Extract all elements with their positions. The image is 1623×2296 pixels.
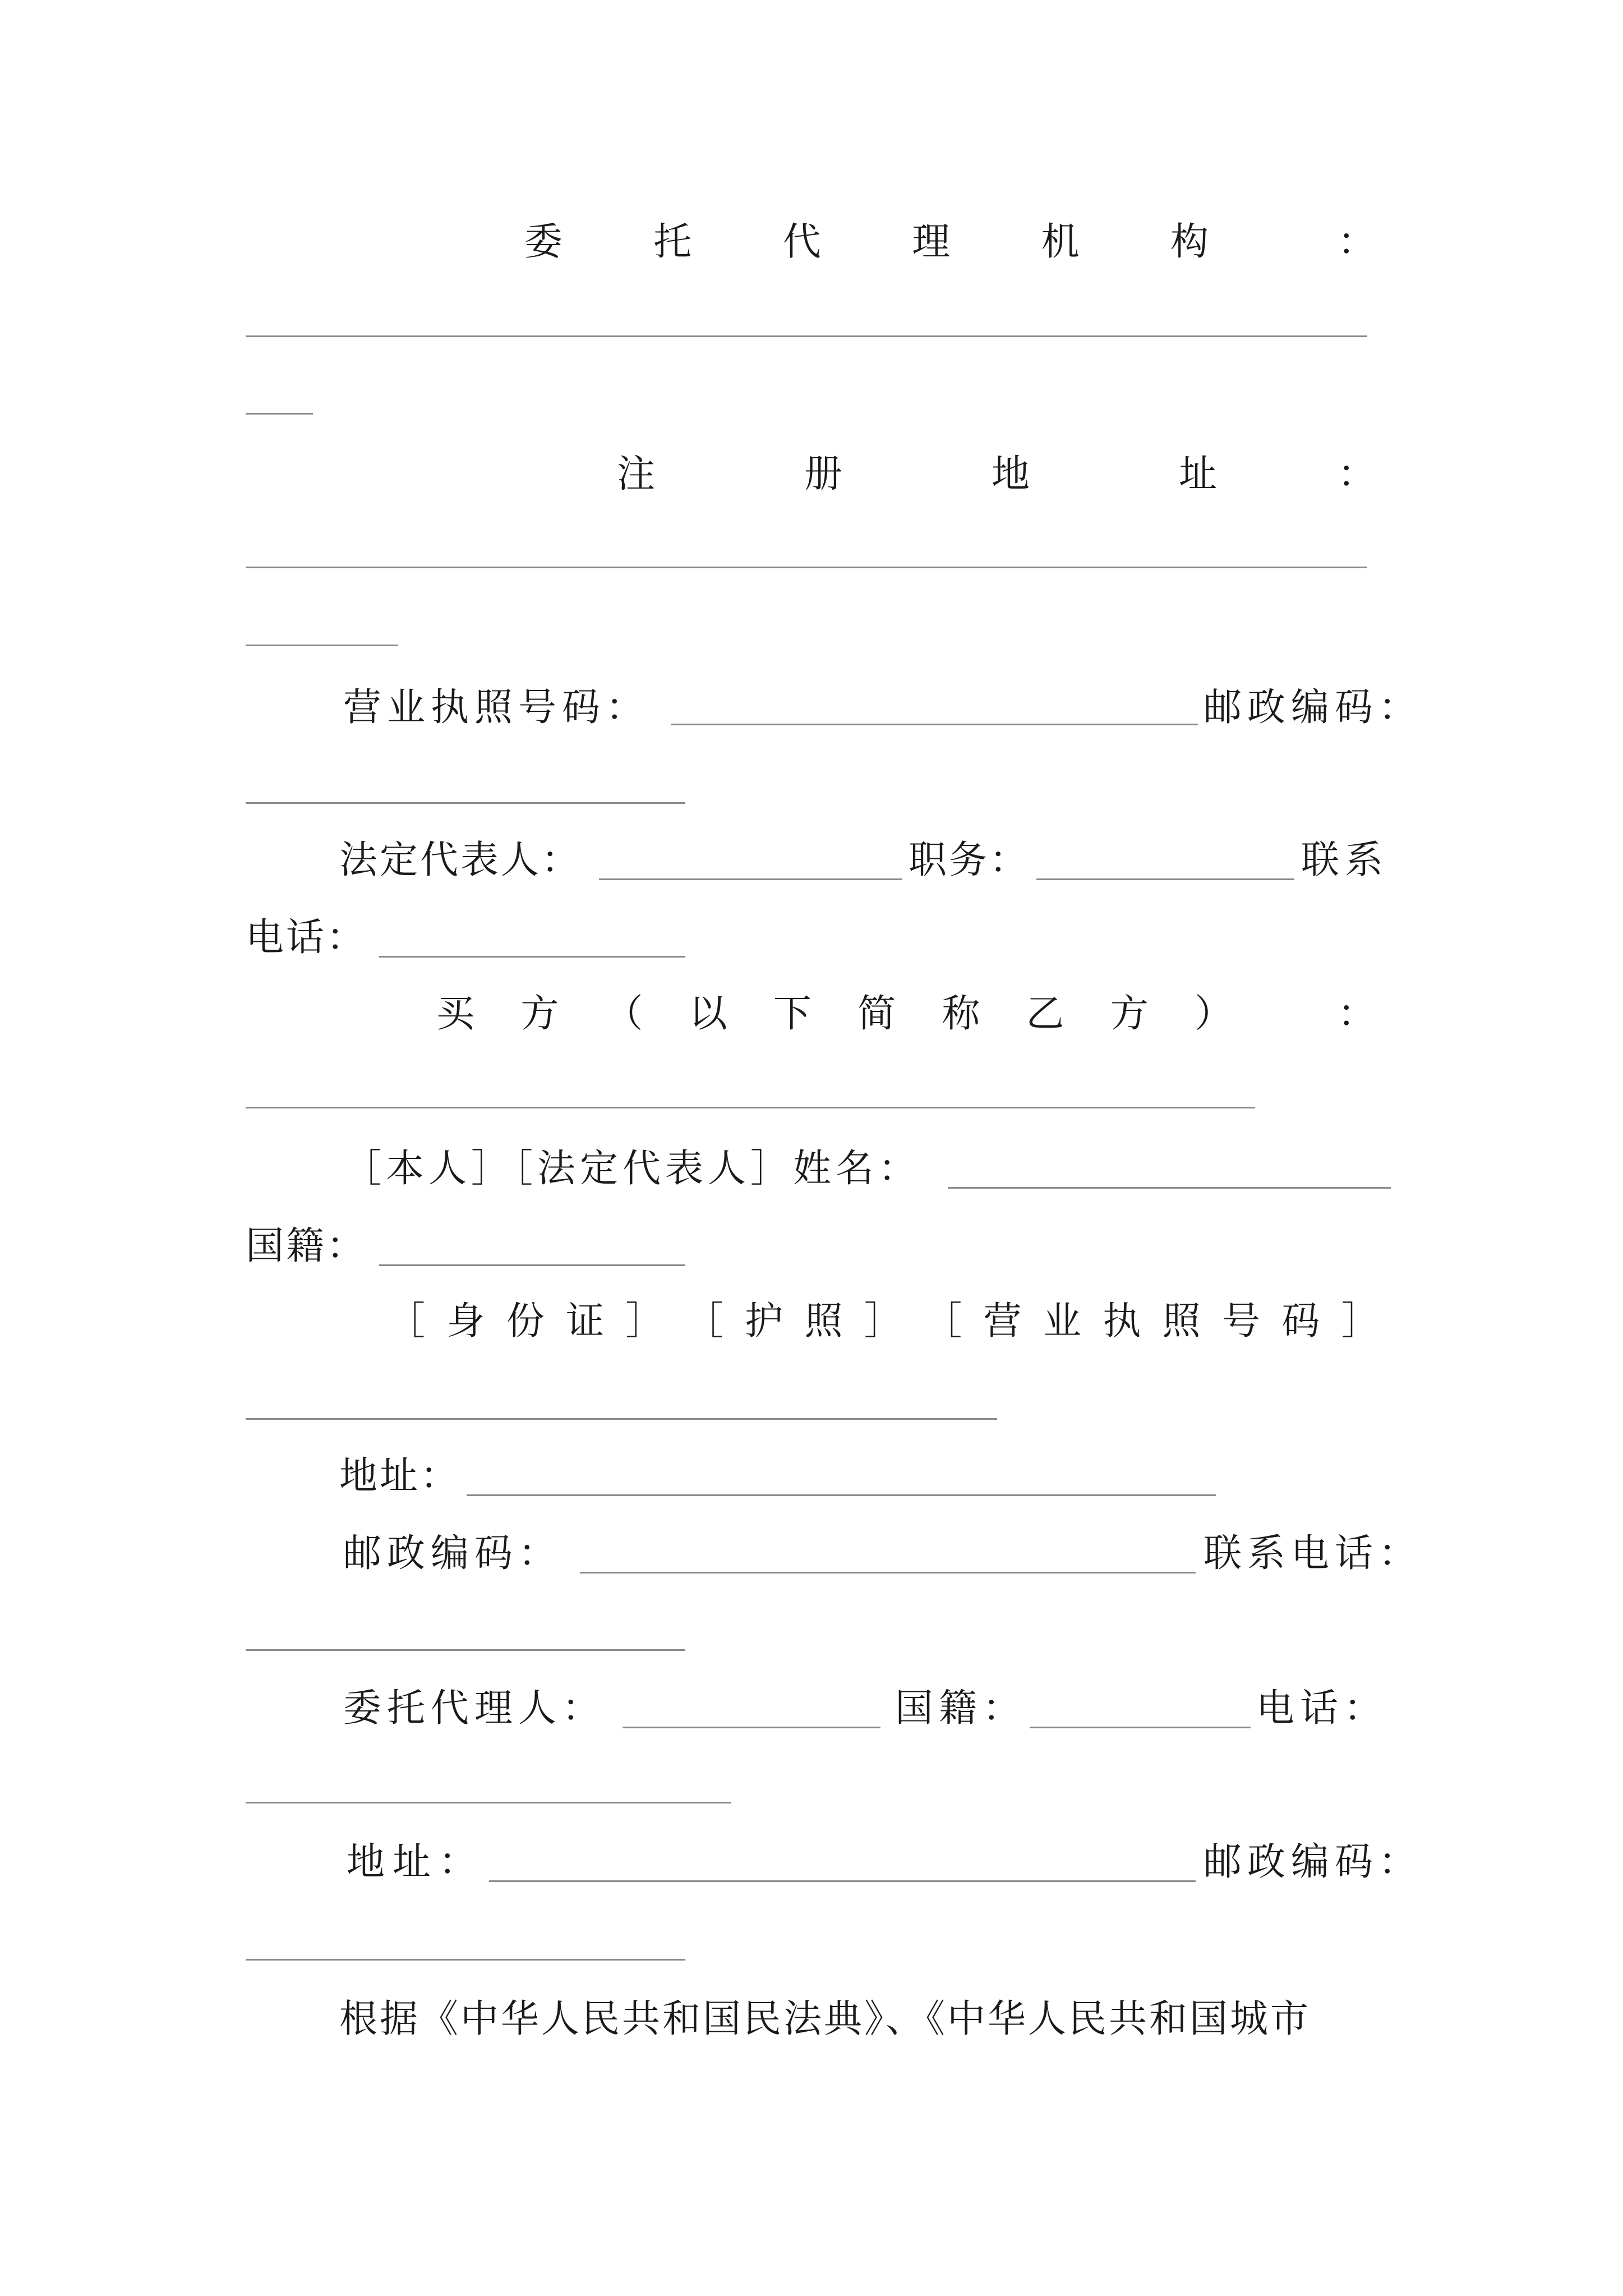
buyer-address-label: 地址： xyxy=(339,1454,461,1498)
license-postal-field[interactable] xyxy=(246,802,685,804)
agency-label-char-3: 理 xyxy=(912,220,951,264)
buyer-label-char-5: 简 xyxy=(857,992,896,1036)
id-docs-label-char-8: ］ xyxy=(864,1299,902,1343)
license-postal-label: 邮政编码： xyxy=(1204,685,1423,730)
id-docs-label xyxy=(387,1299,1380,1343)
agent-postal-field[interactable] xyxy=(246,1959,685,1961)
id-docs-field[interactable] xyxy=(246,1418,997,1420)
agent-postal-label: 邮政编码： xyxy=(1204,1840,1423,1884)
buyer-label-char-9: ） xyxy=(1194,992,1233,1036)
buyer-colon: ： xyxy=(1338,992,1376,1036)
buyer-label-char-4: 下 xyxy=(773,992,811,1036)
license-label: 营业执照号码： xyxy=(343,685,650,730)
agency-label-char-0: 委 xyxy=(524,220,563,264)
agent-phone-label: 电话： xyxy=(1256,1686,1388,1731)
agent-address-label: 地址： xyxy=(347,1840,485,1884)
agency-colon: ： xyxy=(1338,220,1376,264)
buyer-phone-field[interactable] xyxy=(246,1649,685,1651)
legal-rep-position-label: 职务： xyxy=(909,838,1030,882)
buyer-label-char-3: 以 xyxy=(689,992,727,1036)
id-docs-label-char-10: 营 xyxy=(983,1299,1022,1343)
id-docs-label-char-4: ］ xyxy=(625,1299,664,1343)
buyer-label-char-7: 乙 xyxy=(1026,992,1064,1036)
buyer-label-char-0: 买 xyxy=(436,992,475,1036)
id-docs-label-char-14: 号 xyxy=(1222,1299,1261,1343)
id-docs-label-char-3: 证 xyxy=(566,1299,605,1343)
agent-nationality-label: 国籍： xyxy=(895,1686,1027,1731)
buyer-label-char-8: 方 xyxy=(1110,992,1149,1036)
legal-rep-phone-label: 电话： xyxy=(246,915,367,960)
buyer-label-char-1: 方 xyxy=(520,992,559,1036)
id-docs-label-char-7: 照 xyxy=(804,1299,843,1343)
id-docs-label-char-15: 码 xyxy=(1281,1299,1320,1343)
legal-rep-contact-label: 联系 xyxy=(1301,838,1389,882)
reg-address-label-char-2: 地 xyxy=(991,452,1030,496)
buyer-label-char-6: 称 xyxy=(942,992,980,1036)
agency-label-char-1: 托 xyxy=(653,220,692,264)
legal-rep-phone-field[interactable] xyxy=(379,956,685,958)
reg-address-field-continuation[interactable] xyxy=(246,645,398,646)
agency-label-char-5: 构 xyxy=(1170,220,1209,264)
buyer-postal-label: 邮政编码： xyxy=(343,1531,562,1576)
buyer-name-label: ［本人］［法定代表人］姓名： xyxy=(343,1147,921,1191)
agency-field[interactable] xyxy=(246,335,1367,337)
reg-address-label-char-0: 注 xyxy=(617,452,656,496)
agent-nationality-field[interactable] xyxy=(1030,1727,1251,1728)
id-docs-label-char-2: 份 xyxy=(506,1299,545,1343)
reg-address-label xyxy=(617,452,1217,496)
legal-rep-position-field[interactable] xyxy=(1036,878,1294,880)
buyer-phone-label: 联系电话： xyxy=(1204,1531,1423,1576)
agent-address-field[interactable] xyxy=(489,1880,1196,1882)
legal-rep-label: 法定代表人： xyxy=(339,838,582,882)
reg-address-label-char-1: 册 xyxy=(804,452,842,496)
agency-label-char-4: 机 xyxy=(1041,220,1080,264)
agency-label-char-2: 代 xyxy=(782,220,821,264)
id-docs-label-char-13: 照 xyxy=(1162,1299,1201,1343)
id-docs-label-char-12: 执 xyxy=(1103,1299,1141,1343)
buyer-address-field[interactable] xyxy=(467,1494,1216,1496)
reg-address-field[interactable] xyxy=(246,567,1367,568)
license-number-field[interactable] xyxy=(671,724,1198,725)
agency-field-continuation[interactable] xyxy=(246,413,313,415)
buyer-name-field[interactable] xyxy=(948,1187,1391,1189)
id-docs-label-char-6: 护 xyxy=(745,1299,783,1343)
reg-address-label-char-3: 址 xyxy=(1178,452,1217,496)
id-docs-label-char-16: ］ xyxy=(1341,1299,1380,1343)
id-docs-label-char-11: 业 xyxy=(1043,1299,1081,1343)
buyer-postal-field[interactable] xyxy=(580,1572,1196,1573)
agent-label: 委托代理人： xyxy=(343,1686,606,1731)
buyer-label xyxy=(436,992,1233,1036)
id-docs-label-char-0: ［ xyxy=(387,1299,426,1343)
reg-address-colon: ： xyxy=(1338,452,1376,496)
agency-label xyxy=(524,220,1209,264)
id-docs-label-char-9: ［ xyxy=(924,1299,962,1343)
id-docs-label-char-5: ［ xyxy=(685,1299,723,1343)
legal-rep-field[interactable] xyxy=(599,878,902,880)
buyer-label-char-2: （ xyxy=(605,992,643,1036)
agent-name-field[interactable] xyxy=(623,1727,880,1728)
buyer-nationality-field[interactable] xyxy=(379,1264,685,1266)
basis-paragraph: 根据《中华人民共和国民法典》、《中华人民共和国城市 xyxy=(339,1997,1311,2041)
agent-phone-field[interactable] xyxy=(246,1802,731,1803)
buyer-field[interactable] xyxy=(246,1107,1255,1108)
id-docs-label-char-1: 身 xyxy=(446,1299,485,1343)
buyer-nationality-label: 国籍： xyxy=(246,1224,367,1268)
